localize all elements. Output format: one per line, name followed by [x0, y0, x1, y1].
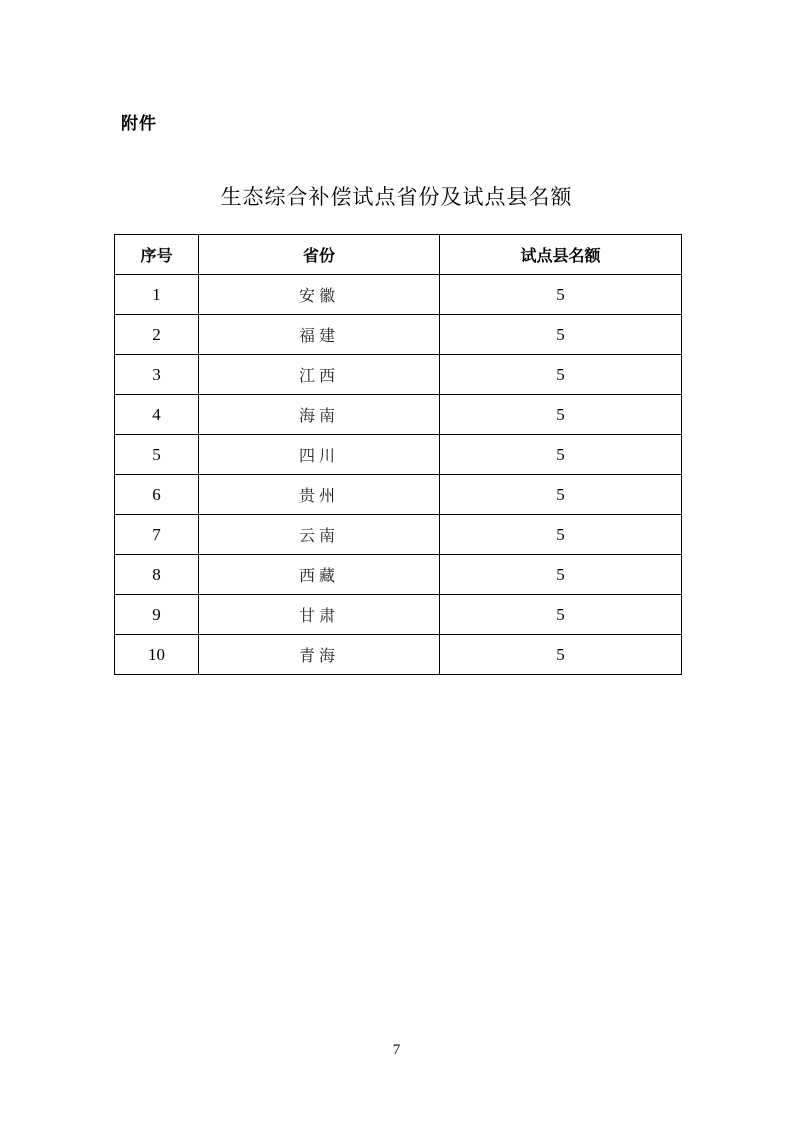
province-name: 甘肃 [199, 595, 440, 635]
table-row [115, 355, 682, 395]
table-row [115, 475, 682, 515]
province-name: 海南 [199, 395, 440, 435]
county-quota: 5 [440, 515, 682, 555]
row-number: 3 [115, 355, 199, 395]
row-number: 6 [115, 475, 199, 515]
table-row [115, 515, 682, 555]
province-name: 福建 [199, 315, 440, 355]
county-quota: 5 [440, 635, 682, 675]
attachment-label: 附件 [121, 114, 157, 134]
county-quota: 5 [440, 595, 682, 635]
row-number: 4 [115, 395, 199, 435]
province-name: 安徽 [199, 275, 440, 315]
county-quota: 5 [440, 475, 682, 515]
row-number: 2 [115, 315, 199, 355]
province-name: 江西 [199, 355, 440, 395]
pilot-quota-table [114, 234, 682, 675]
column-header-province: 省份 [199, 235, 440, 275]
table-header-row [115, 235, 682, 275]
table-row [115, 555, 682, 595]
county-quota: 5 [440, 555, 682, 595]
county-quota: 5 [440, 435, 682, 475]
column-header-no: 序号 [115, 235, 199, 275]
county-quota: 5 [440, 395, 682, 435]
county-quota: 5 [440, 355, 682, 395]
column-header-count: 试点县名额 [440, 235, 682, 275]
county-quota: 5 [440, 275, 682, 315]
county-quota: 5 [440, 315, 682, 355]
table-row [115, 635, 682, 675]
province-name: 云南 [199, 515, 440, 555]
table-row [115, 435, 682, 475]
row-number: 7 [115, 515, 199, 555]
table-row [115, 595, 682, 635]
table-row [115, 315, 682, 355]
row-number: 1 [115, 275, 199, 315]
province-name: 贵州 [199, 475, 440, 515]
row-number: 9 [115, 595, 199, 635]
table-row [115, 395, 682, 435]
row-number: 8 [115, 555, 199, 595]
page-number: 7 [392, 1042, 401, 1058]
province-name: 西藏 [199, 555, 440, 595]
table-row [115, 275, 682, 315]
province-name: 四川 [199, 435, 440, 475]
row-number: 5 [115, 435, 199, 475]
row-number: 10 [115, 635, 199, 675]
province-name: 青海 [199, 635, 440, 675]
document-title: 生态综合补偿试点省份及试点县名额 [220, 185, 573, 209]
